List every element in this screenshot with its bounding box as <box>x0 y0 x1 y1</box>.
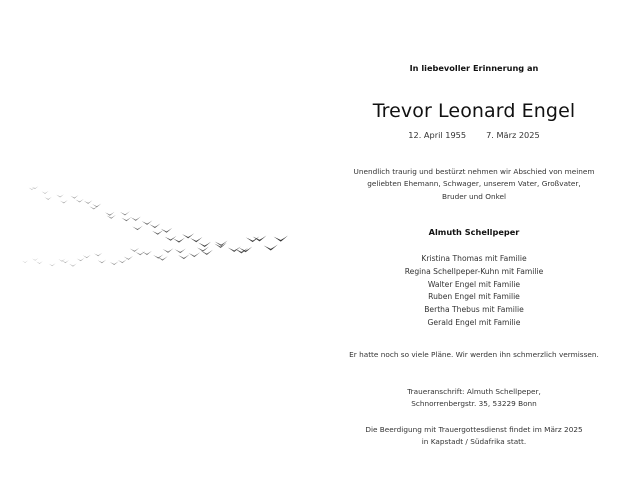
address-line: Traueranschrift: Almuth Schellpeper, <box>407 387 541 396</box>
bird-shape <box>182 233 194 238</box>
mourning-text <box>318 166 630 203</box>
closing-text <box>318 349 630 361</box>
mourning-line: geliebten Ehemann, Schwager, unserem Vater, Großvater, <box>367 179 581 189</box>
bird-shape <box>77 258 85 261</box>
obituary-text-panel <box>318 0 630 492</box>
bird-shape <box>107 215 116 219</box>
bird-shape <box>45 197 52 200</box>
funeral-info <box>318 424 630 449</box>
bird-shape <box>132 226 142 230</box>
bird-shape <box>92 203 101 207</box>
bird-shape <box>149 223 160 228</box>
life-dates <box>318 130 630 140</box>
bird-shape <box>274 236 288 242</box>
bird-shape <box>75 199 83 203</box>
bird-shape <box>178 254 189 259</box>
funeral-line: Die Beerdigung mit Trauergottesdienst findet im März 2025 <box>365 425 583 434</box>
closing-line: Er hatte noch so viele Pläne. Wir werden ihn schmerzlich vermissen. <box>349 350 599 359</box>
bird-shape <box>22 260 28 263</box>
bird-shape <box>56 194 64 197</box>
bird-shape <box>165 236 177 241</box>
bird-shape <box>157 256 168 260</box>
deceased-name: Trevor Leonard Engel <box>372 100 576 122</box>
bird-shape <box>121 217 131 221</box>
bird-shape <box>135 251 145 255</box>
bird-shape <box>36 261 43 264</box>
bird-shape <box>163 248 174 253</box>
bird-shape <box>110 261 119 265</box>
bird-shape <box>60 200 68 203</box>
family-member: Gerald Engel mit Familie <box>427 317 521 327</box>
bird-shape <box>58 259 65 262</box>
bird-shape <box>32 186 39 189</box>
bird-shape <box>120 211 130 215</box>
bird-shape <box>130 248 140 252</box>
bird-shape <box>142 220 153 225</box>
bird-shape <box>153 254 163 258</box>
bird-shape <box>41 191 48 194</box>
bird-shape <box>29 187 36 190</box>
bird-shape <box>98 260 107 264</box>
bird-shape <box>152 230 163 235</box>
bird-shape <box>124 256 133 260</box>
funeral-line: in Kapstadt / Südafrika statt. <box>421 437 527 447</box>
family-member: Walter Engel mit Familie <box>427 279 521 289</box>
bird-shape <box>49 263 56 266</box>
flock-of-birds-image <box>20 170 290 290</box>
bird-shape <box>105 212 114 216</box>
mourning-address <box>318 386 630 411</box>
bird-shape <box>131 217 141 221</box>
bird-shape <box>69 263 77 266</box>
family-member: Kristina Thomas mit Familie <box>421 254 527 263</box>
family-member: Regina Schellpeper-Kuhn mit Familie <box>404 266 544 276</box>
bird-shape <box>118 259 127 263</box>
bird-shape <box>264 244 278 250</box>
bird-shape <box>94 253 102 257</box>
bird-shape <box>175 248 186 253</box>
death-date: 7. März 2025 <box>486 130 540 140</box>
bird-shape <box>189 252 201 257</box>
bird-shape <box>239 247 252 253</box>
mourning-line: Bruder und Onkel <box>441 191 507 201</box>
bird-shape <box>83 255 91 258</box>
principal-mourner: Almuth Schellpeper <box>428 227 520 237</box>
birth-date: 12. April 1955 <box>408 130 467 140</box>
bird-shape <box>198 242 211 247</box>
bird-shape <box>84 200 93 204</box>
bird-shape <box>173 238 185 243</box>
bird-shape <box>142 251 152 255</box>
address-line: Schnorrenbergstr. 35, 53229 Bonn <box>411 399 537 409</box>
intro-line: In liebevoller Erinnerung an <box>409 63 539 73</box>
mourning-line: Unendlich traurig und bestürzt nehmen wir Abschied von meinem <box>353 167 595 176</box>
bird-shape <box>197 247 209 252</box>
family-list <box>318 253 630 330</box>
bird-shape <box>70 195 78 198</box>
bird-shape <box>161 228 172 233</box>
family-member: Bertha Thebus mit Familie <box>424 305 524 315</box>
bird-shape <box>32 258 38 261</box>
bird-shape <box>190 237 202 242</box>
family-member: Ruben Engel mit Familie <box>428 292 520 302</box>
